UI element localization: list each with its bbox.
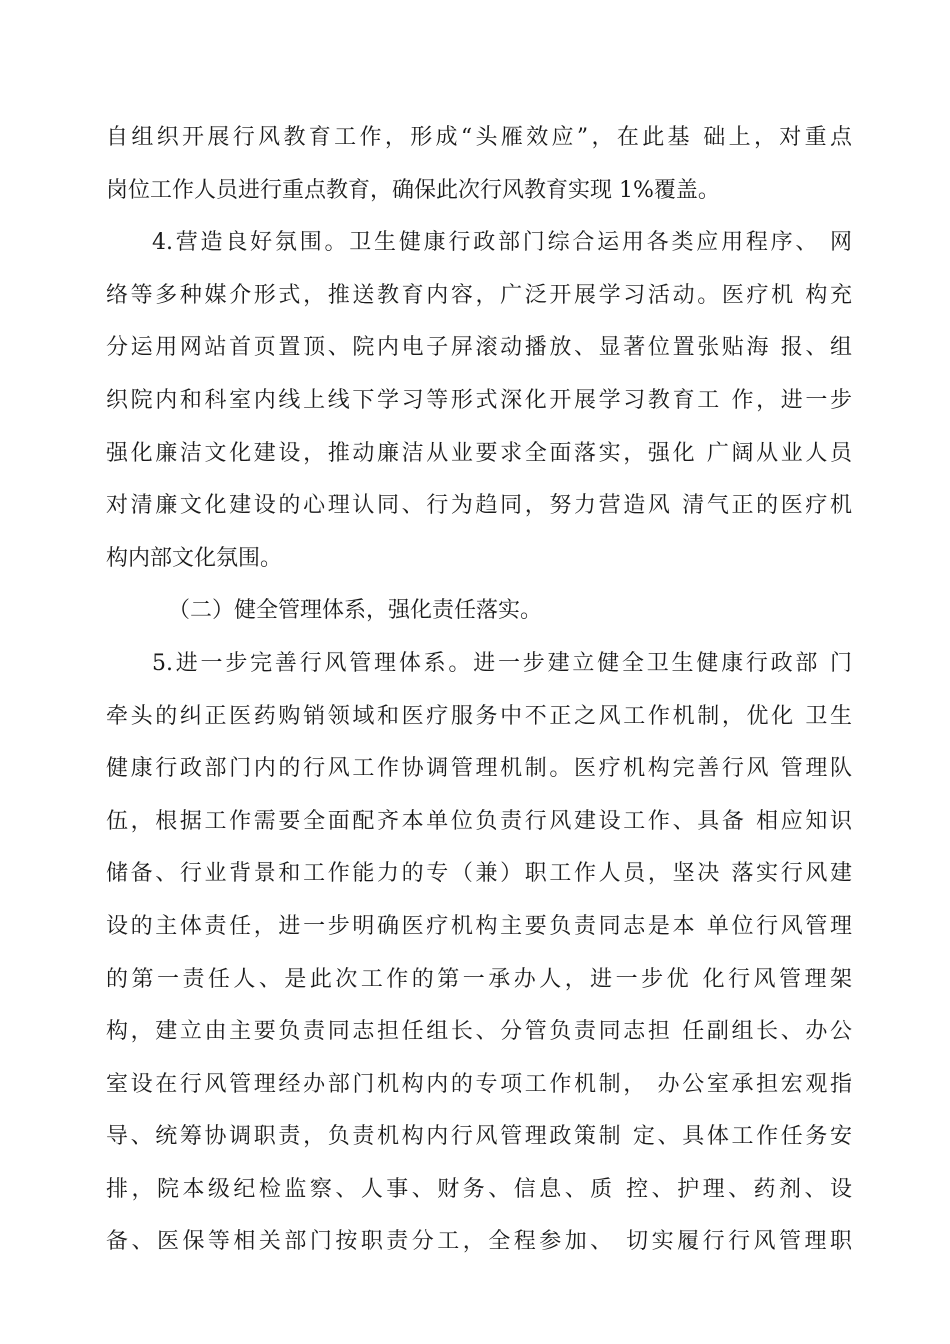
- text-line: 导、统筹协调职责，负责机构内行风管理政策制 定、具体工作任务安: [106, 1124, 852, 1150]
- text-line: 强化廉洁文化建设，推动廉洁从业要求全面落实，强化 广阔从业人员: [106, 440, 852, 466]
- text-line: 自组织开展行风教育工作，形成“头雁效应”，在此基 础上，对重点: [106, 125, 852, 150]
- text-line: 络等多种媒介形式，推送教育内容，广泛开展学习活动。医疗机 构充: [106, 282, 852, 308]
- text-line: 构内部文化氛围。: [106, 545, 283, 571]
- paragraph-start-line: 5.进一步完善行风管理体系。进一步建立健全卫生健康行政部 门: [152, 650, 852, 676]
- text-line: 牵头的纠正医药购销领域和医疗服务中不正之风工作机制，优化 卫生: [106, 703, 852, 729]
- text-line: 伍，根据工作需要全面配齐本单位负责行风建设工作、具备 相应知识: [106, 808, 852, 834]
- paragraph-start-line: 4.营造良好氛围。卫生健康行政部门综合运用各类应用程序、 网: [152, 230, 852, 256]
- text-line: 对清廉文化建设的心理认同、行为趋同，努力营造风 清气正的医疗机: [106, 493, 852, 519]
- text-line: 分运用网站首页置顶、院内电子屏滚动播放、显著位置张贴海 报、组: [106, 335, 852, 361]
- text-line: 织院内和科室内线上线下学习等形式深化开展学习教育工 作，进一步: [106, 387, 852, 413]
- text-line: 岗位工作人员进行重点教育，确保此次行风教育实现 1%覆盖。: [106, 177, 720, 203]
- text-line: 储备、行业背景和工作能力的专（兼）职工作人员，坚决 落实行风建: [106, 861, 852, 887]
- text-line: 构，建立由主要负责同志担任组长、分管负责同志担 任副组长、办公: [106, 1019, 852, 1045]
- text-line: 健康行政部门内的行风工作协调管理机制。医疗机构完善行风 管理队: [106, 756, 852, 782]
- text-line: 设的主体责任，进一步明确医疗机构主要负责同志是本 单位行风管理: [106, 913, 852, 939]
- text-line: 排，院本级纪检监察、人事、财务、信息、质 控、护理、药剂、设: [106, 1176, 852, 1202]
- text-line: 备、医保等相关部门按职责分工，全程参加、 切实履行行风管理职: [106, 1229, 852, 1255]
- text-line: 室设在行风管理经办部门机构内的专项工作机制， 办公室承担宏观指: [106, 1071, 852, 1097]
- section-heading: （二）健全管理体系，强化责任落实。: [168, 598, 543, 624]
- document-page: [106, 112, 852, 1269]
- text-line: 的第一责任人、是此次工作的第一承办人，进一步优 化行风管理架: [106, 966, 852, 992]
